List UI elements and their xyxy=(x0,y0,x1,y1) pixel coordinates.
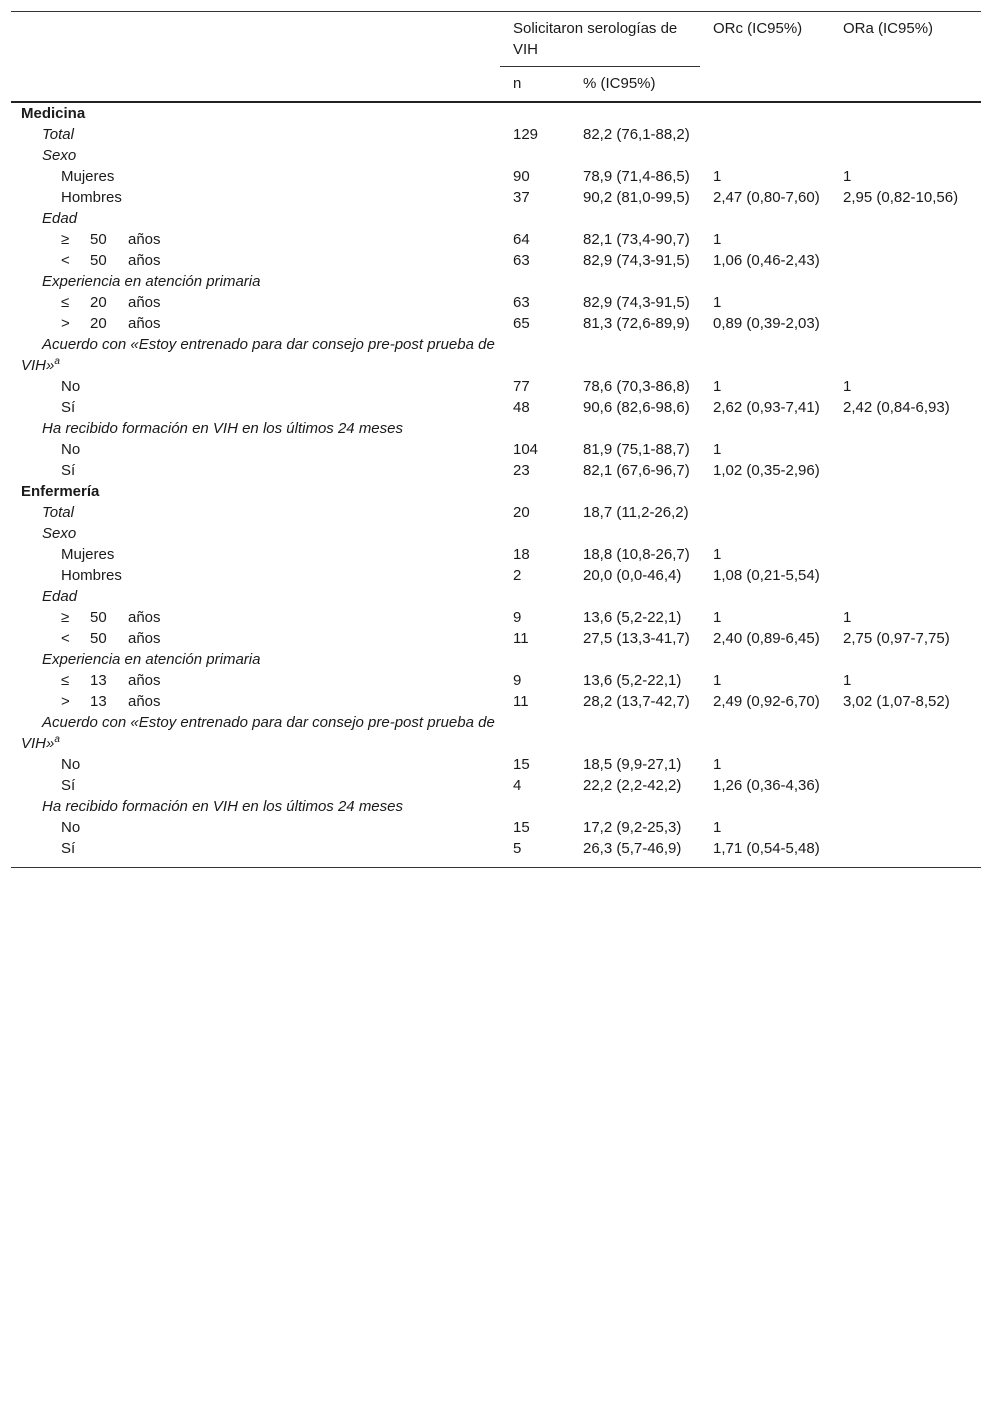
category-row-acuerdo xyxy=(11,334,981,376)
empty-cell xyxy=(570,334,700,376)
cell-ora xyxy=(830,250,981,271)
category-label-text: Sexo xyxy=(42,525,77,542)
category-label-text: Ha recibido formación en VIH en los últimos 24 meses xyxy=(42,420,403,437)
cell-ora: 1 xyxy=(843,609,852,626)
cell-n: 48 xyxy=(513,399,530,416)
cell-pct: 82,1 (73,4-90,7) xyxy=(583,231,690,248)
cell-n: 104 xyxy=(513,441,539,458)
empty-cell xyxy=(700,334,830,376)
cell-n: 37 xyxy=(513,189,530,206)
empty-cell xyxy=(700,586,830,607)
cell-pct: 27,5 (13,3-41,7) xyxy=(583,630,690,647)
category-label xyxy=(11,271,500,292)
threshold-unit: años xyxy=(128,294,161,311)
cell-orc xyxy=(700,124,830,145)
total-row xyxy=(11,124,981,145)
cell-orc: 1 xyxy=(713,819,722,836)
empty-cell xyxy=(830,586,981,607)
cell-n: 64 xyxy=(513,231,530,248)
empty-cell xyxy=(700,712,830,754)
comparator: ≤ xyxy=(61,672,70,689)
threshold-value: 20 xyxy=(90,294,107,311)
comparator: ≥ xyxy=(61,231,70,248)
empty-cell xyxy=(830,334,981,376)
cell-orc: 1,06 (0,46-2,43) xyxy=(713,252,820,269)
table-row xyxy=(11,439,981,460)
cell-n: 9 xyxy=(513,672,522,689)
row-label xyxy=(11,250,500,271)
comparator: < xyxy=(61,252,70,269)
empty-cell xyxy=(830,796,981,817)
empty-cell xyxy=(570,145,700,166)
cell-pct: 13,6 (5,2-22,1) xyxy=(583,609,682,626)
category-label xyxy=(11,145,500,166)
category-row-formacion xyxy=(11,418,981,439)
cell-ora xyxy=(830,124,981,145)
cell-pct: 18,7 (11,2-26,2) xyxy=(583,504,689,521)
row-label: Hombres xyxy=(61,567,122,584)
threshold-unit: años xyxy=(128,609,161,626)
section-row-enfermeria xyxy=(11,481,981,502)
cell-n: 2 xyxy=(513,567,522,584)
cell-n: 63 xyxy=(513,252,530,269)
cell-ora: 2,95 (0,82-10,56) xyxy=(843,189,959,206)
table-row xyxy=(11,754,981,775)
threshold-value: 50 xyxy=(90,231,107,248)
cell-n: 20 xyxy=(513,504,530,521)
empty-cell xyxy=(830,649,981,670)
category-row-sexo xyxy=(11,145,981,166)
header-orc: ORc (IC95%) xyxy=(713,20,803,37)
row-label xyxy=(11,607,500,628)
cell-orc: 1,08 (0,21-5,54) xyxy=(713,567,820,584)
empty-cell xyxy=(500,334,570,376)
table-row xyxy=(11,166,981,187)
empty-cell xyxy=(570,102,700,124)
table-row xyxy=(11,775,981,796)
cell-pct: 82,1 (67,6-96,7) xyxy=(583,462,690,479)
empty-cell xyxy=(700,649,830,670)
empty-cell xyxy=(500,649,570,670)
table-row xyxy=(11,670,981,691)
comparator: < xyxy=(61,630,70,647)
row-label: No xyxy=(61,441,81,458)
table-row xyxy=(11,565,981,586)
cell-ora: 3,02 (1,07-8,52) xyxy=(843,693,950,710)
category-label-text: Edad xyxy=(42,588,78,605)
table-body xyxy=(11,102,981,868)
row-label xyxy=(11,670,500,691)
footnote-marker: a xyxy=(54,356,60,367)
cell-orc: 0,89 (0,39-2,03) xyxy=(713,315,820,332)
cell-orc: 1,26 (0,36-4,36) xyxy=(713,777,820,794)
cell-pct: 17,2 (9,2-25,3) xyxy=(583,819,682,836)
empty-cell xyxy=(830,271,981,292)
row-label: No xyxy=(61,378,81,395)
table-row xyxy=(11,838,981,868)
cell-pct: 18,8 (10,8-26,7) xyxy=(583,546,690,563)
cell-orc: 1,71 (0,54-5,48) xyxy=(713,840,820,857)
row-label: Sí xyxy=(61,399,76,416)
empty-cell xyxy=(500,145,570,166)
row-label xyxy=(11,628,500,649)
threshold-value: 13 xyxy=(90,693,107,710)
empty-cell xyxy=(500,208,570,229)
empty-cell xyxy=(700,523,830,544)
threshold-value: 50 xyxy=(90,630,107,647)
table-row xyxy=(11,313,981,334)
footnote-marker: a xyxy=(54,734,60,745)
cell-orc: 1 xyxy=(713,231,722,248)
table-row xyxy=(11,376,981,397)
table-row xyxy=(11,607,981,628)
table-row xyxy=(11,229,981,250)
threshold-value: 50 xyxy=(90,609,107,626)
cell-n: 18 xyxy=(513,546,530,563)
empty-cell xyxy=(500,102,570,124)
cell-n: 77 xyxy=(513,378,530,395)
cell-ora: 1 xyxy=(843,168,852,185)
table-row xyxy=(11,628,981,649)
threshold-value: 13 xyxy=(90,672,107,689)
cell-n: 65 xyxy=(513,315,530,332)
total-row xyxy=(11,502,981,523)
row-label: Sí xyxy=(61,777,76,794)
cell-orc: 1,02 (0,35-2,96) xyxy=(713,462,820,479)
category-row-formacion xyxy=(11,796,981,817)
section-title: Enfermería xyxy=(21,483,100,500)
category-label-text: Sexo xyxy=(42,147,77,164)
comparator: > xyxy=(61,693,70,710)
category-label xyxy=(11,586,500,607)
cell-ora xyxy=(830,817,981,838)
threshold-unit: años xyxy=(128,315,161,332)
category-label-text: Acuerdo con «Estoy entrenado para dar consejo pre-post prueba de VIH» xyxy=(21,336,495,374)
row-label: Sí xyxy=(61,462,76,479)
table-row xyxy=(11,292,981,313)
empty-cell xyxy=(700,145,830,166)
empty-cell xyxy=(570,418,700,439)
threshold-value: 50 xyxy=(90,252,107,269)
category-label xyxy=(11,523,500,544)
cell-orc: 1 xyxy=(713,168,722,185)
empty-cell xyxy=(500,418,570,439)
category-row-acuerdo xyxy=(11,712,981,754)
category-label-text: Experiencia en atención primaria xyxy=(42,273,261,290)
empty-cell xyxy=(570,271,700,292)
empty-cell xyxy=(830,208,981,229)
row-label: Hombres xyxy=(61,189,122,206)
cell-n: 15 xyxy=(513,819,530,836)
cell-n: 11 xyxy=(513,693,529,710)
empty-cell xyxy=(700,418,830,439)
cell-n: 11 xyxy=(513,630,529,647)
empty-cell xyxy=(570,523,700,544)
empty-cell xyxy=(500,271,570,292)
cell-orc: 1 xyxy=(713,546,722,563)
cell-orc: 2,62 (0,93-7,41) xyxy=(713,399,820,416)
header-n: n xyxy=(513,75,522,92)
cell-ora xyxy=(830,544,981,565)
cell-pct: 13,6 (5,2-22,1) xyxy=(583,672,682,689)
cell-pct: 18,5 (9,9-27,1) xyxy=(583,756,682,773)
cell-n: 4 xyxy=(513,777,522,794)
empty-cell xyxy=(830,712,981,754)
cell-n: 90 xyxy=(513,168,530,185)
cell-ora xyxy=(830,754,981,775)
section-row-medicina xyxy=(11,102,981,124)
cell-ora: 2,75 (0,97-7,75) xyxy=(843,630,950,647)
empty-cell xyxy=(570,796,700,817)
row-label: No xyxy=(61,819,81,836)
empty-cell xyxy=(830,145,981,166)
cell-n: 15 xyxy=(513,756,530,773)
comparator: ≥ xyxy=(61,609,70,626)
row-label xyxy=(11,229,500,250)
empty-cell xyxy=(570,712,700,754)
empty-cell xyxy=(830,102,981,124)
row-label: No xyxy=(61,756,81,773)
category-label-text: Ha recibido formación en VIH en los últimos 24 meses xyxy=(42,798,403,815)
threshold-unit: años xyxy=(128,630,161,647)
table-row xyxy=(11,817,981,838)
cell-orc: 2,49 (0,92-6,70) xyxy=(713,693,820,710)
category-label-text: Acuerdo con «Estoy entrenado para dar consejo pre-post prueba de VIH» xyxy=(21,714,495,752)
table-row xyxy=(11,460,981,481)
category-label-text: Experiencia en atención primaria xyxy=(42,651,261,668)
cell-ora xyxy=(830,565,981,586)
cell-ora xyxy=(830,292,981,313)
cell-pct: 20,0 (0,0-46,4) xyxy=(583,567,682,584)
row-label: Sí xyxy=(61,840,76,857)
empty-cell xyxy=(830,523,981,544)
header-ora: ORa (IC95%) xyxy=(843,20,934,37)
table-row xyxy=(11,187,981,208)
threshold-unit: años xyxy=(128,672,161,689)
cell-pct: 26,3 (5,7-46,9) xyxy=(583,840,682,857)
empty-cell xyxy=(500,481,570,502)
cell-pct: 90,6 (82,6-98,6) xyxy=(583,399,690,416)
table-row xyxy=(11,691,981,712)
cell-pct: 78,9 (71,4-86,5) xyxy=(583,168,690,185)
cell-ora xyxy=(830,229,981,250)
header-group-label: Solicitaron serologías de VIH xyxy=(500,12,700,67)
threshold-unit: años xyxy=(128,231,161,248)
threshold-unit: años xyxy=(128,252,161,269)
empty-cell xyxy=(500,586,570,607)
category-label xyxy=(11,208,500,229)
cell-orc xyxy=(700,502,830,523)
cell-ora xyxy=(830,502,981,523)
total-label: Total xyxy=(42,126,74,143)
row-label: Mujeres xyxy=(61,168,115,185)
empty-cell xyxy=(830,418,981,439)
cell-orc: 1 xyxy=(713,609,722,626)
category-label-text: Edad xyxy=(42,210,78,227)
threshold-value: 20 xyxy=(90,315,107,332)
category-row-experiencia xyxy=(11,271,981,292)
cell-n: 63 xyxy=(513,294,530,311)
row-label xyxy=(11,292,500,313)
empty-cell xyxy=(700,271,830,292)
category-row-sexo xyxy=(11,523,981,544)
cell-orc: 1 xyxy=(713,294,722,311)
cell-pct: 82,9 (74,3-91,5) xyxy=(583,252,690,269)
cell-n: 9 xyxy=(513,609,522,626)
cell-ora xyxy=(830,775,981,796)
header-empty-cell xyxy=(11,12,500,103)
cell-orc: 1 xyxy=(713,441,722,458)
cell-orc: 2,40 (0,89-6,45) xyxy=(713,630,820,647)
table-row xyxy=(11,397,981,418)
cell-n: 23 xyxy=(513,462,530,479)
empty-cell xyxy=(570,586,700,607)
empty-cell xyxy=(500,796,570,817)
cell-n: 129 xyxy=(513,126,539,143)
cell-orc: 1 xyxy=(713,378,722,395)
category-row-experiencia xyxy=(11,649,981,670)
cell-pct: 81,3 (72,6-89,9) xyxy=(583,315,690,332)
cell-orc: 1 xyxy=(713,756,722,773)
cell-pct: 81,9 (75,1-88,7) xyxy=(583,441,690,458)
cell-n: 5 xyxy=(513,840,522,857)
total-label: Total xyxy=(42,504,74,521)
header-pct: % (IC95%) xyxy=(583,75,656,92)
row-label xyxy=(11,313,500,334)
cell-orc: 2,47 (0,80-7,60) xyxy=(713,189,820,206)
cell-pct: 82,9 (74,3-91,5) xyxy=(583,294,690,311)
cell-ora xyxy=(830,313,981,334)
table-row xyxy=(11,544,981,565)
empty-cell xyxy=(830,481,981,502)
empty-cell xyxy=(500,523,570,544)
threshold-unit: años xyxy=(128,693,161,710)
cell-pct: 78,6 (70,3-86,8) xyxy=(583,378,690,395)
cell-ora xyxy=(830,460,981,481)
category-label xyxy=(11,418,500,439)
row-label: Mujeres xyxy=(61,546,115,563)
empty-cell xyxy=(700,481,830,502)
cell-ora xyxy=(830,838,981,868)
empty-cell xyxy=(570,481,700,502)
section-title: Medicina xyxy=(21,105,86,122)
cell-ora: 1 xyxy=(843,672,852,689)
empty-cell xyxy=(570,208,700,229)
table-row xyxy=(11,250,981,271)
empty-cell xyxy=(700,796,830,817)
cell-ora: 2,42 (0,84-6,93) xyxy=(843,399,950,416)
cell-ora: 1 xyxy=(843,378,852,395)
empty-cell xyxy=(570,649,700,670)
empty-cell xyxy=(500,712,570,754)
cell-ora xyxy=(830,439,981,460)
category-row-edad xyxy=(11,208,981,229)
cell-pct: 90,2 (81,0-99,5) xyxy=(583,189,690,206)
cell-pct: 82,2 (76,1-88,2) xyxy=(583,126,690,143)
comparator: ≤ xyxy=(61,294,70,311)
category-label xyxy=(11,712,500,754)
category-row-edad xyxy=(11,586,981,607)
category-label xyxy=(11,796,500,817)
table-header xyxy=(11,12,981,103)
category-label xyxy=(11,649,500,670)
cell-pct: 28,2 (13,7-42,7) xyxy=(583,693,690,710)
empty-cell xyxy=(700,102,830,124)
cell-orc: 1 xyxy=(713,672,722,689)
results-table xyxy=(11,11,981,868)
empty-cell xyxy=(700,208,830,229)
cell-pct: 22,2 (2,2-42,2) xyxy=(583,777,682,794)
category-label xyxy=(11,334,500,376)
row-label xyxy=(11,691,500,712)
comparator: > xyxy=(61,315,70,332)
